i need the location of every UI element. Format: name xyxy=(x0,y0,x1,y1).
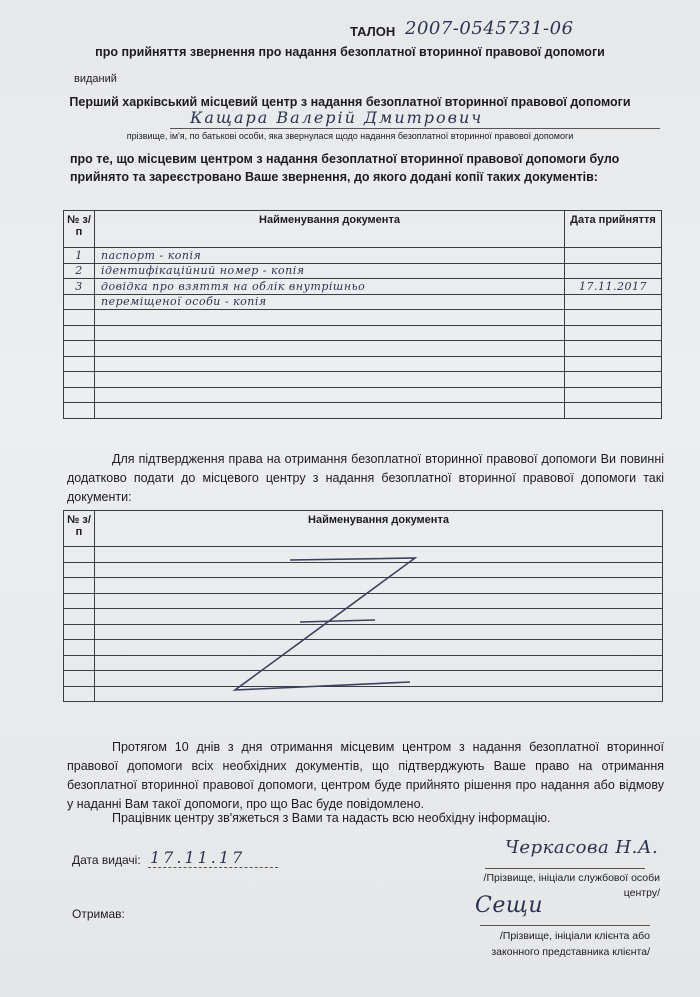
cell-num xyxy=(64,547,95,563)
cell-num xyxy=(64,593,95,609)
cell-name: довідка про взяття на облік внутрішньо xyxy=(95,279,565,295)
contact-paragraph: Працівник центру зв'яжеться з Вами та надасть всю необхідну інформацію. xyxy=(112,811,551,825)
name-underline xyxy=(170,128,660,129)
cell-name xyxy=(95,325,565,341)
cell-name xyxy=(95,341,565,357)
name-caption: прізвище, ім'я, по батькові особи, яка звернулася щодо надання безоплатної вторинної правової допомоги xyxy=(126,131,574,141)
document-title: ТАЛОН xyxy=(350,24,396,39)
cell-date xyxy=(565,372,662,388)
table-row xyxy=(64,310,662,326)
issued-label: виданий xyxy=(74,73,117,85)
cell-num xyxy=(64,341,95,357)
cell-num xyxy=(64,686,95,702)
cell-name: паспорт - копія xyxy=(95,248,565,264)
cell-date xyxy=(565,263,662,279)
cell-num xyxy=(64,403,95,419)
employee-signature-line xyxy=(485,868,645,869)
col-num-header: № з/п xyxy=(64,511,95,547)
col-name-header: Найменування документа xyxy=(95,511,663,547)
date-underline xyxy=(148,867,278,868)
client-signature-line xyxy=(480,925,650,926)
cell-date xyxy=(565,356,662,372)
table-row xyxy=(64,263,662,279)
col-num-header: № з/п xyxy=(64,211,95,248)
cell-name xyxy=(95,372,565,388)
client-caption: /Прізвище, ініціали клієнта або законного представника клієнта/ xyxy=(491,930,650,958)
table-row xyxy=(64,403,662,419)
cell-date xyxy=(565,248,662,264)
cell-num xyxy=(64,671,95,687)
additional-docs-paragraph: Для підтвердження права на отримання безоплатної вторинної правової допомоги Ви повинні додатково подати до місцевого центру з надання безоплатної вторинної правової допомоги такі документи: xyxy=(67,452,664,504)
cell-num: 1 xyxy=(64,248,95,264)
table-row xyxy=(64,341,662,357)
cell-num xyxy=(64,294,95,310)
cell-num: 3 xyxy=(64,279,95,295)
received-label: Отримав: xyxy=(72,907,125,921)
cell-name xyxy=(95,310,565,326)
cell-num: 2 xyxy=(64,263,95,279)
client-name: Кащара Валерій Дмитрович xyxy=(190,108,484,127)
cell-num xyxy=(64,387,95,403)
cell-name xyxy=(95,403,565,419)
statement-text: про те, що місцевим центром з надання безоплатної вторинної правової допомоги було прийнято та зареєстровано Ваше звернення, до якого додані копії таких документів: xyxy=(70,152,620,184)
table-row xyxy=(64,294,662,310)
issue-date-label: Дата видачі: xyxy=(72,853,141,867)
document-subtitle: про прийняття звернення про надання безоплатної вторинної правової допомоги xyxy=(95,45,605,59)
cell-date xyxy=(565,310,662,326)
issue-date: 17.11.17 xyxy=(150,848,246,867)
cell-name xyxy=(95,356,565,372)
processing-paragraph: Протягом 10 днів з дня отримання місцевим центром з надання безоплатної вторинної правової допомоги всіх необхідних документів, що підтверджують Ваше право на отримання безоплатної вторинної правової допомоги, центром буде прийнято рішення про надання або відмову у наданні Вам такої допомоги, про що Вас буде повідомлено. xyxy=(67,740,664,811)
cell-name xyxy=(95,387,565,403)
cell-num xyxy=(64,310,95,326)
table-row xyxy=(64,356,662,372)
cell-name: переміщеної особи - копія xyxy=(95,294,565,310)
cell-date xyxy=(565,325,662,341)
cell-date: 17.11.2017 xyxy=(565,279,662,295)
cell-num xyxy=(64,609,95,625)
cell-num xyxy=(64,356,95,372)
client-signature: Сещи xyxy=(475,893,544,918)
cell-date xyxy=(565,403,662,419)
cell-num xyxy=(64,624,95,640)
cell-name: ідентифікаційний номер - копія xyxy=(95,263,565,279)
cell-num xyxy=(64,372,95,388)
employee-caption: /Прізвище, ініціали службової особи центру/ xyxy=(483,872,660,899)
talon-number: 2007-0545731-06 xyxy=(405,18,574,39)
center-name: Перший харківський місцевий центр з надання безоплатної вторинної правової допомоги xyxy=(69,95,631,109)
table-row xyxy=(64,387,662,403)
col-name-header: Найменування документа xyxy=(95,211,565,248)
table-row xyxy=(64,248,662,264)
accepted-documents-table xyxy=(63,210,662,419)
cell-date xyxy=(565,387,662,403)
cell-num xyxy=(64,640,95,656)
table-row xyxy=(64,279,662,295)
cell-num xyxy=(64,325,95,341)
z-strikethrough-mark xyxy=(225,550,425,700)
employee-signature: Черкасова Н.А. xyxy=(505,837,659,858)
cell-num xyxy=(64,562,95,578)
cell-num xyxy=(64,578,95,594)
table-row xyxy=(64,325,662,341)
table-row xyxy=(64,372,662,388)
cell-date xyxy=(565,341,662,357)
col-date-header: Дата прийняття xyxy=(565,211,662,248)
cell-num xyxy=(64,655,95,671)
cell-date xyxy=(565,294,662,310)
